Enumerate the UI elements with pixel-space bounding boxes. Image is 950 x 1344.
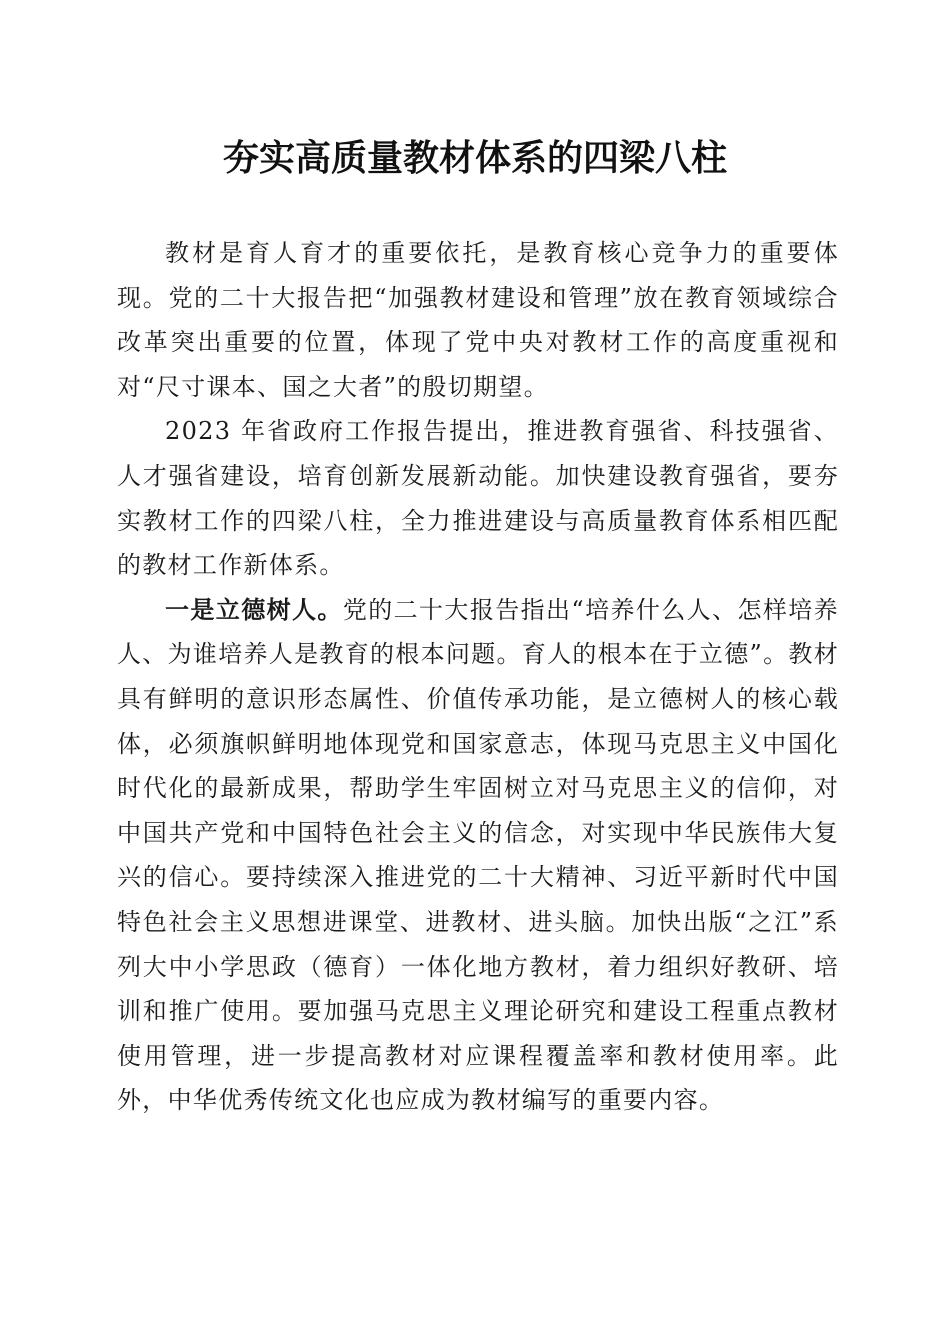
paragraph-moral-education [117,588,839,1123]
paragraph-provincial-report-text: 2023 年省政府工作报告提出，推进教育强省、科技强省、人才强省建设，培育创新发展新动能。加快建设教育强省，要夯实教材工作的四梁八柱，全力推进建设与高质量教育体系相匹配的教材工作新体系。 [117,417,839,580]
paragraph-intro-text: 教材是育人育才的重要依托，是教育核心竞争力的重要体现。党的二十大报告把“加强教材建设和管理”放在教育领域综合改革突出重要的位置，体现了党中央对教材工作的高度重视和对“尺寸课本、国之大者”的殷切期望。 [117,239,839,401]
paragraph-moral-education-lead: 一是立德树人。 [165,594,343,624]
document-title: 夯实高质量教材体系的四梁八柱 [222,137,727,179]
paragraph-intro [117,231,839,409]
paragraph-provincial-report [117,409,839,587]
paragraph-moral-education-text: 党的二十大报告指出“培养什么人、怎样培养人、为谁培养人是教育的根本问题。育人的根本在于立德”。教材具有鲜明的意识形态属性、价值传承功能，是立德树人的核心载体，必须旗帜鲜明地体现党和国家意志，体现马克思主义中国化时代化的最新成果，帮助学生牢固树立对马克思主义的信仰，对中国共产党和中国特色社会主义的信念，对实现中华民族伟大复兴的信心。要持续深入推进党的二十大精神、习近平新时代中国特色社会主义思想进课堂、进教材、进头脑。加快出版“之江”系列大中小学思政（德育）一体化地方教材，着力组织好教研、培训和推广使用。要加强马克思主义理论研究和建设工程重点教材使用管理，进一步提高教材对应课程覆盖率和教材使用率。此外，中华优秀传统文化也应成为教材编写的重要内容。 [117,595,839,1115]
document-body [117,231,839,1123]
